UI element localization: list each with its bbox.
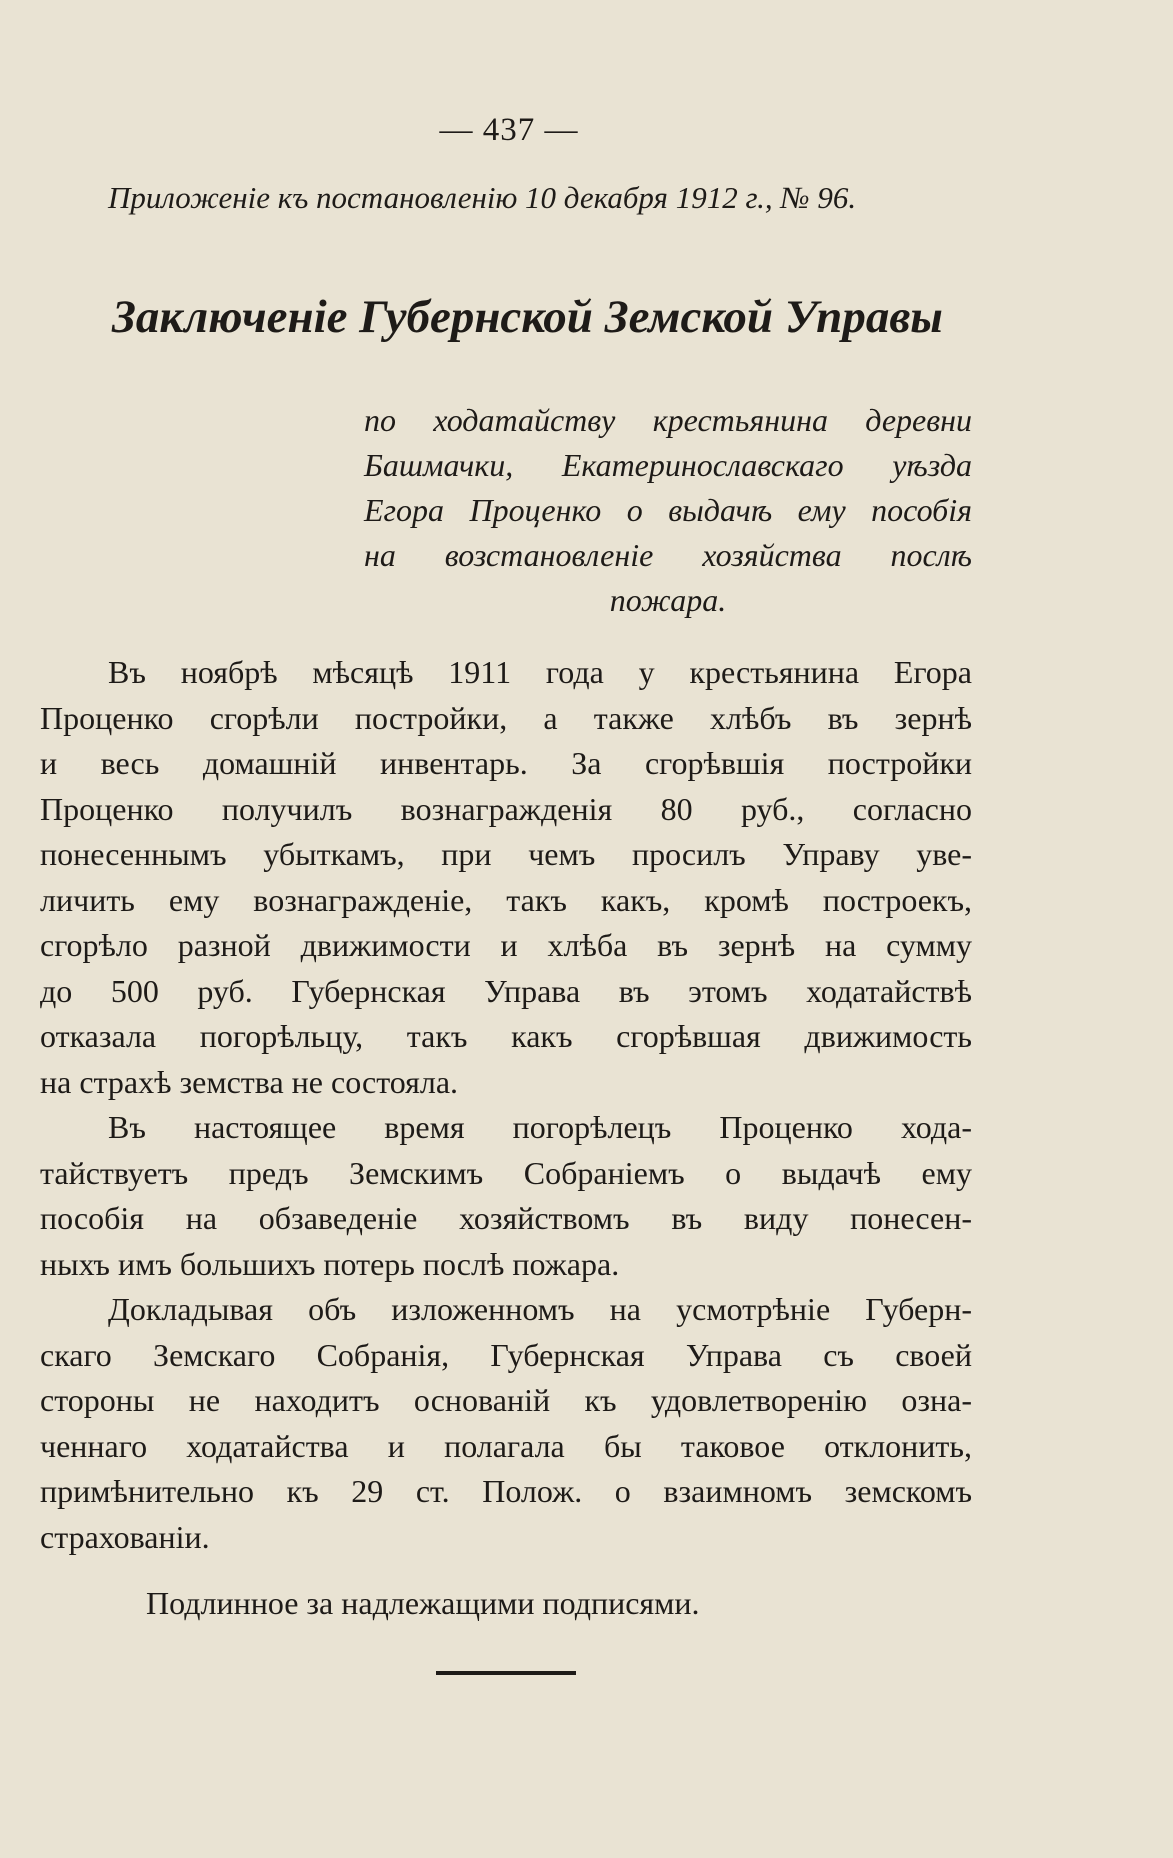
body-line: скаго Земскаго Собранія, Губернская Управа съ своей	[40, 1336, 972, 1373]
subtitle-line: Егора Проценко о выдачѣ ему пособія	[364, 492, 972, 528]
body-line: стороны не находитъ основаній къ удовлетворенію озна-	[40, 1382, 972, 1418]
body-line: тайствуетъ предъ Земскимъ Собраніемъ о выдачѣ ему	[40, 1154, 972, 1191]
body-line: и весь домашній инвентарь. За сгорѣвшія постройки	[40, 745, 972, 781]
paragraph-1	[40, 650, 972, 1105]
body-line: Въ настоящее время погорѣлецъ Проценко хода-	[108, 1109, 972, 1145]
document-body	[40, 650, 972, 1560]
document-title: Заключеніе Губернской Земской Управы	[112, 291, 943, 343]
paragraph-2	[40, 1105, 972, 1287]
body-line: Докладывая объ изложенномъ на усмотрѣніе Губерн-	[108, 1291, 972, 1327]
body-line: Проценко получилъ вознагражденія 80 руб., согласно	[40, 790, 972, 827]
body-line: Въ ноябрѣ мѣсяцѣ 1911 года у крестьянина Егора	[108, 654, 972, 690]
body-line: ченнаго ходатайства и полагала бы таковое отклонить,	[40, 1427, 972, 1464]
appendix-reference: Приложеніе къ постановленію 10 декабря 1912 г., № 96.	[108, 180, 857, 215]
subtitle-line: пожара.	[609, 582, 727, 618]
body-line: до 500 руб. Губернская Управа въ этомъ ходатайствѣ	[40, 972, 972, 1009]
body-line: примѣнительно къ 29 ст. Полож. о взаимномъ земскомъ	[40, 1473, 972, 1509]
body-line: пособія на обзаведеніе хозяйствомъ въ виду понесен-	[40, 1200, 972, 1236]
subtitle-line: на возстановленіе хозяйства послѣ	[364, 537, 972, 573]
subtitle-line: по ходатайству крестьянина деревни	[364, 402, 972, 438]
body-line: сгорѣло разной движимости и хлѣба въ зернѣ на сумму	[40, 927, 972, 963]
body-line: страхованіи.	[40, 1518, 210, 1555]
body-line: ныхъ имъ большихъ потерь послѣ пожара.	[40, 1245, 620, 1282]
paragraph-3	[40, 1287, 972, 1560]
subtitle-line: Башмачки, Екатеринославскаго уѣзда	[364, 447, 972, 483]
body-line: Проценко сгорѣли постройки, а также хлѣбъ въ зернѣ	[40, 699, 972, 736]
body-line: личить ему вознагражденіе, такъ какъ, кромѣ построекъ,	[40, 881, 972, 918]
body-line: отказала погорѣльцу, такъ какъ сгорѣвшая движимость	[40, 1018, 972, 1054]
closing-rule	[436, 1671, 576, 1675]
page-number: — 437 —	[439, 112, 579, 148]
signature-note: Подлинное за надлежащими подписями.	[146, 1585, 700, 1621]
body-line: на страхѣ земства не состояла.	[40, 1063, 459, 1100]
body-line: понесеннымъ убыткамъ, при чемъ просилъ Управу уве-	[40, 836, 972, 872]
document-subtitle	[364, 398, 972, 623]
